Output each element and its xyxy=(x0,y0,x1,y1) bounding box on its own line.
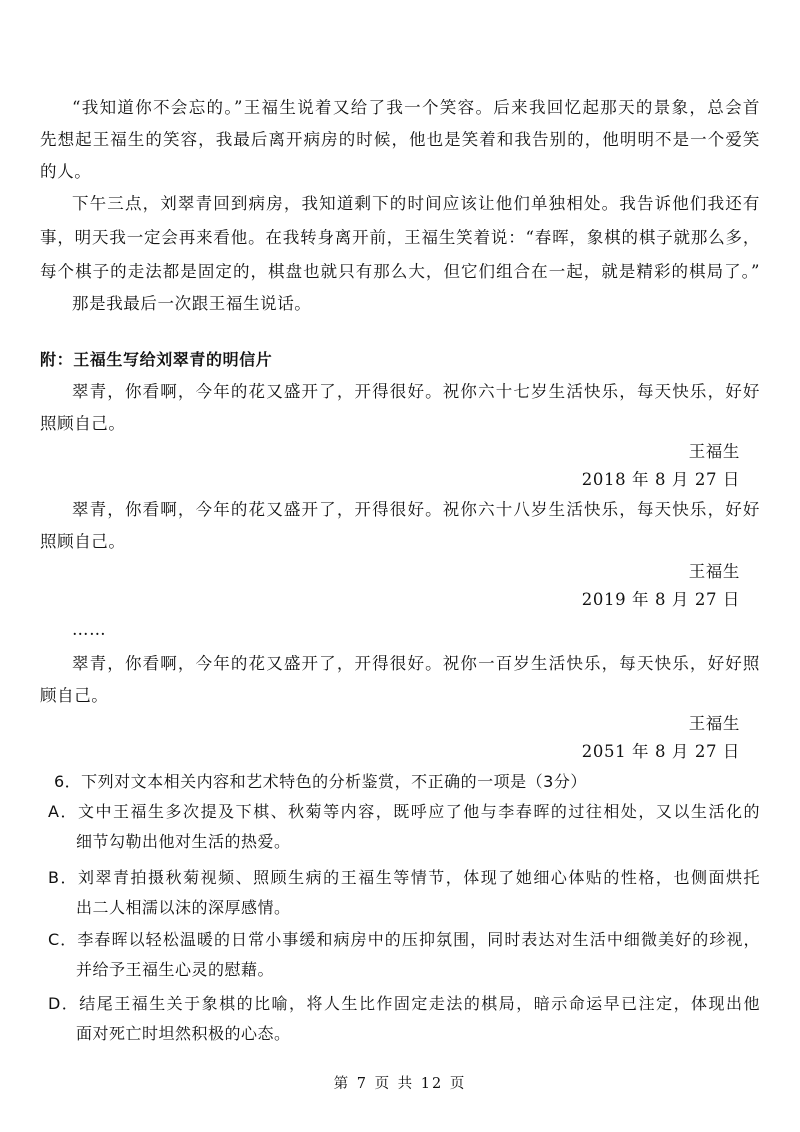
ellipsis: …… xyxy=(72,620,107,639)
card1-line-1: 翠青，你看啊，今年的花又盛开了，开得很好。祝你六十七岁生活快乐，每天快乐，好好 xyxy=(72,382,760,401)
question-stem: 6．下列对文本相关内容和艺术特色的分析鉴赏，不正确的一项是（3分） xyxy=(54,772,587,791)
card2-line-1: 翠青，你看啊，今年的花又盛开了，开得很好。祝你六十八岁生活快乐，每天快乐，好好 xyxy=(72,500,760,519)
card2-date: 2019 年 8 月 27 日 xyxy=(581,590,740,609)
card1-line-2: 照顾自己。 xyxy=(40,414,126,433)
story-p2-line-1: 下午三点，刘翠青回到病房，我知道剩下的时间应该让他们单独相处。我告诉他们我还有 xyxy=(72,194,760,213)
story-p2-line-3: 每个棋子的走法都是固定的，棋盘也就只有那么大，但它们组合在一起，就是精彩的棋局了。” xyxy=(40,262,760,281)
option-c-line-1: C．李春晖以轻松温暖的日常小事缓和病房中的压抑氛围，同时表达对生活中细微美好的珍视， xyxy=(48,930,760,949)
story-p2-line-2: 事，明天我一定会再来看他。在我转身离开前，王福生笑着说：“春晖，象棋的棋子就那么多， xyxy=(40,228,760,247)
story-p1-line-3: 的人。 xyxy=(40,162,92,181)
option-b-line-2: 出二人相濡以沫的深厚感情。 xyxy=(76,898,291,917)
story-p1-line-2: 先想起王福生的笑容，我最后离开病房的时候，他也是笑着和我告别的，他明明不是一个爱笑 xyxy=(40,130,760,149)
card1-date: 2018 年 8 月 27 日 xyxy=(581,470,740,489)
card3-date: 2051 年 8 月 27 日 xyxy=(581,742,740,761)
option-d-line-2: 面对死亡时坦然积极的心态。 xyxy=(76,1024,291,1043)
option-b-line-1: B．刘翠青拍摄秋菊视频、照顾生病的王福生等情节，体现了她细心体贴的性格，也侧面烘托 xyxy=(48,868,760,887)
option-d-line-1: D．结尾王福生关于象棋的比喻，将人生比作固定走法的棋局，暗示命运早已注定，体现出他 xyxy=(48,994,760,1013)
story-p3: 那是我最后一次跟王福生说话。 xyxy=(72,294,312,313)
page-number-footer: 第 7 页 共 12 页 xyxy=(333,1076,467,1092)
card1-signature: 王福生 xyxy=(688,442,740,461)
card3-line-2: 顾自己。 xyxy=(40,686,109,705)
option-a-line-1: A．文中王福生多次提及下棋、秋菊等内容，既呼应了他与李春晖的过往相处，又以生活化的 xyxy=(48,802,760,821)
card3-line-1: 翠青，你看啊，今年的花又盛开了，开得很好。祝你一百岁生活快乐，每天快乐，好好照 xyxy=(72,654,760,673)
appendix-heading: 附：王福生写给刘翠青的明信片 xyxy=(40,350,273,369)
option-a-line-2: 细节勾勒出他对生活的热爱。 xyxy=(76,832,291,851)
story-p1-line-1: “我知道你不会忘的。”王福生说着又给了我一个笑容。后来我回忆起那天的景象，总会首 xyxy=(72,98,760,117)
card3-signature: 王福生 xyxy=(688,714,740,733)
card2-signature: 王福生 xyxy=(688,562,740,581)
option-c-line-2: 并给予王福生心灵的慰藉。 xyxy=(76,960,275,979)
card2-line-2: 照顾自己。 xyxy=(40,532,126,551)
